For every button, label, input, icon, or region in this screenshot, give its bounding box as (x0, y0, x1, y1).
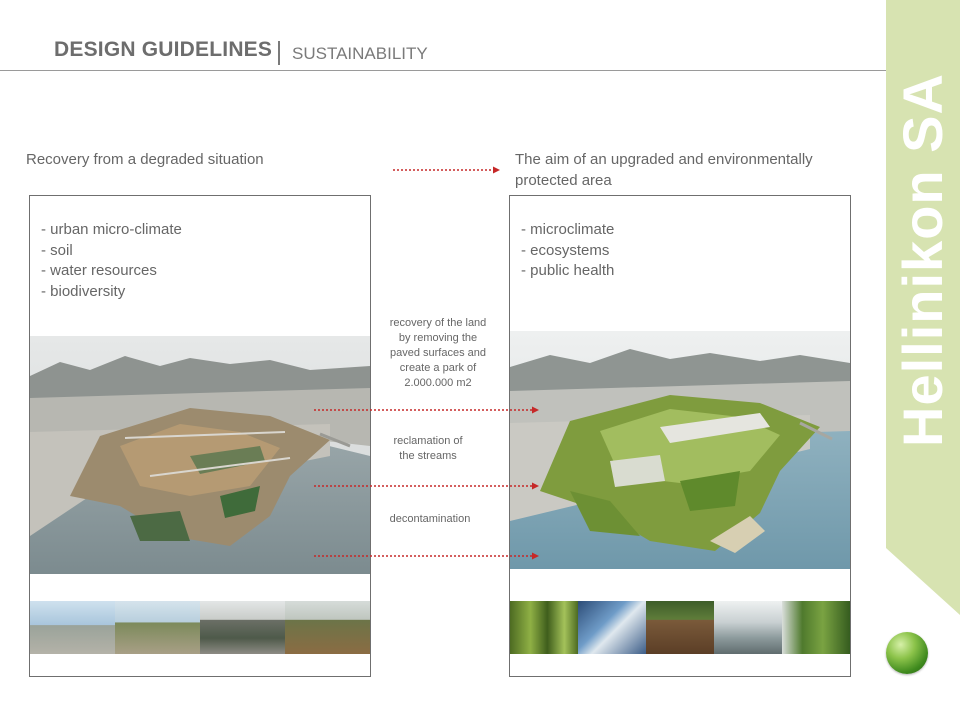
land-recovery-arrow (314, 406, 540, 414)
overgrown-lot-photo (285, 601, 370, 654)
page-title: DESIGN GUIDELINES (54, 38, 273, 61)
dotted-arrow-icon (314, 552, 540, 560)
decontamination-label: decontamination (389, 513, 471, 525)
list-item: - soil (41, 241, 73, 259)
list-item: - ecosystems (521, 241, 610, 259)
dotted-arrow-icon (393, 166, 501, 174)
company-logo-icon (886, 632, 928, 674)
list-item: - biodiversity (41, 282, 126, 300)
plant-roots-photo (646, 601, 714, 654)
green-wall-photo (782, 601, 850, 654)
right-photo-strip (510, 601, 850, 654)
list-item: - microclimate (521, 221, 615, 238)
sky-canopy-photo (578, 601, 646, 654)
title-divider (278, 41, 280, 65)
dotted-arrow-icon (314, 482, 540, 490)
land-recovery-label: recovery of the land by removing the paved surfaces and create a park of 2.000.000 m2 (389, 317, 487, 389)
left-photo-strip (30, 601, 370, 654)
upgraded-park-aerial-image (510, 331, 850, 569)
left-panel (29, 195, 371, 677)
list-item: - urban micro-climate (41, 221, 182, 238)
dotted-arrow-icon (314, 406, 540, 414)
page-subtitle: SUSTAINABILITY (292, 44, 428, 63)
stream-reclamation-label: reclamation of the streams (393, 435, 463, 462)
airport-field-photo (115, 601, 200, 654)
stream-reclamation-arrow (314, 482, 540, 490)
greenhouse-photo (714, 601, 782, 654)
degraded-site-aerial-image (30, 336, 370, 574)
right-heading: The aim of an upgraded and environmentally protected area (515, 151, 813, 189)
right-bullet-list (521, 220, 614, 282)
left-bullet-list (41, 220, 182, 302)
left-heading: Recovery from a degraded situation (26, 151, 264, 168)
parking-lot-photo (200, 601, 285, 654)
transition-arrow (393, 166, 501, 174)
bamboo-forest-photo (510, 601, 578, 654)
header-rule (0, 70, 886, 71)
runway-photo (30, 601, 115, 654)
decontamination-arrow (314, 552, 540, 560)
brand-name: Hellinikon SA (891, 73, 954, 447)
list-item: - public health (521, 262, 615, 279)
right-panel (509, 195, 851, 677)
list-item: - water resources (41, 262, 157, 279)
